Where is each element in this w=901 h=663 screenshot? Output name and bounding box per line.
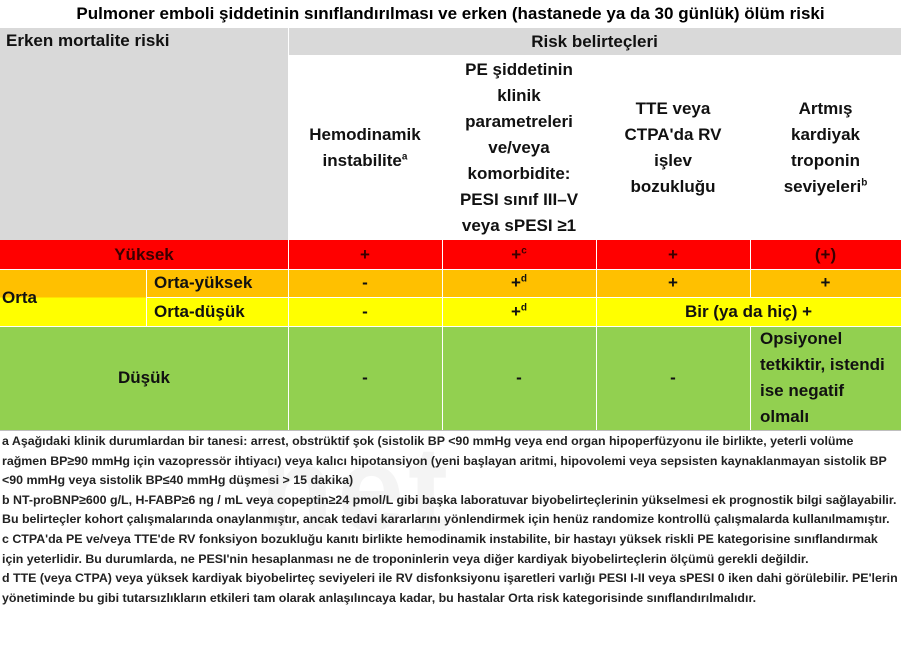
row-intermediate-low-pesi: [442, 297, 596, 326]
row-low-hemodynamic: [288, 326, 442, 430]
row-high-pesi: [442, 240, 596, 269]
row-low-label-text: Düşük: [118, 368, 170, 387]
col-pesi-header: [442, 55, 596, 240]
row-high-rv-value: +: [668, 244, 678, 264]
row-high-troponin: [750, 240, 901, 269]
table-title: Pulmoner emboli şiddetinin sınıflandırılması ve erken (hastanede ya da 30 günlük) ölüm riski: [76, 4, 825, 23]
row-intermediate-low-label: [146, 297, 288, 326]
col-hemodynamic-sup: a: [401, 150, 408, 162]
row-intermediate-low-hemodynamic: [288, 297, 442, 326]
row-intermediate-high-label: [146, 269, 288, 297]
grid-line: [146, 297, 901, 298]
footnotes: [2, 432, 899, 608]
row-high-hemodynamic: [288, 240, 442, 269]
risk-markers-header: [288, 28, 901, 55]
row-intermediate-low-label-text: Orta-düşük: [154, 301, 245, 321]
row-intermediate-low-rv-troponin: [596, 297, 901, 326]
mortality-risk-header: [0, 28, 288, 240]
row-intermediate-high-troponin-value: +: [820, 273, 831, 292]
row-intermediate-label: [0, 269, 146, 326]
row-low-hemodynamic-value: -: [362, 368, 368, 387]
row-intermediate-low-hemodynamic-value: -: [362, 301, 368, 321]
row-low-pesi: [442, 326, 596, 430]
row-intermediate-high-pesi-sup: d: [520, 273, 528, 285]
mortality-risk-header-label: Erken mortalite riski: [6, 31, 170, 50]
row-intermediate-low-rv-troponin-value: Bir (ya da hiç) +: [684, 301, 813, 321]
row-low-rv-value: -: [670, 368, 676, 387]
row-high-troponin-value: (+): [814, 244, 837, 264]
row-low-rv: [596, 326, 750, 430]
footnote-c: c CTPA'da PE ve/veya TTE'de RV fonksiyon bozukluğu kanıtı birlikte hemodinamik instabilite, bir hastayı yüksek riskli PE kategorisine sınıflandırmak için yeterlidir. Bu durumlarda, ne PESI'nin hesaplanması ne de troponinlerin veya diğer kardiyak biyobelirteçlerin ölçümü gerekli değildir.: [2, 531, 878, 566]
row-low-troponin-value: Opsiyonel tetkiktir, istendi ise negatif olmalı: [760, 329, 885, 426]
row-intermediate-high-pesi: [442, 269, 596, 297]
row-intermediate-high-rv: [596, 269, 750, 297]
col-troponin-label: Artmış kardiyak troponin seviyeleri: [783, 98, 862, 196]
grid-line: [0, 269, 901, 270]
footnote-a: a Aşağıdaki klinik durumlardan bir tanesi: arrest, obstrüktif şok (sistolik BP <90 mmHg veya end organ hipoperfüzyonu ile birlikte, yeterli volüme rağmen BP≥90 mmHg için vazopressör ihtiyacı) veya kalıcı hipotansiyon (yeni başlayan aritmi, hipovolemi veya sepsisten kaynaklanmayan sistolik BP <90 mmHg veya sistolik BP≤40 mmHg düşmesi > 15 dakika): [2, 434, 887, 488]
row-high-hemodynamic-value: +: [360, 244, 370, 264]
row-intermediate-low-pesi-value: +: [510, 301, 521, 321]
watermark: net: [260, 422, 452, 556]
row-high-rv: [596, 240, 750, 269]
row-intermediate-high-hemodynamic-value: -: [362, 273, 368, 292]
row-intermediate-high-hemodynamic: [288, 269, 442, 297]
row-low-pesi-value: -: [516, 368, 522, 387]
footnote-b: b NT-proBNP≥600 g/L, H-FABP≥6 ng / mL veya copeptin≥24 pmol/L gibi başka laboratuvar biyobelirteçlerinin yükselmesi ek prognostik bilgi sağlayabilir. Bu belirteçler kohort çalışmalarında onaylanmıştır, ancak tedavi kararlarını yönlendirmek için henüz randomize kontrollü çalışmalarda kullanılmamıştır.: [2, 492, 897, 527]
col-troponin-sup: b: [861, 176, 868, 188]
grid-line: [750, 55, 751, 297]
row-intermediate-high-rv-value: +: [668, 273, 678, 292]
row-high-pesi-value: +: [511, 244, 522, 264]
row-intermediate-high-pesi-value: +: [510, 273, 521, 292]
grid-line: [0, 326, 901, 327]
row-high-pesi-sup: c: [521, 244, 527, 256]
grid-line: [288, 28, 289, 430]
row-intermediate-high-label-text: Orta-yüksek: [154, 273, 253, 292]
col-pesi-label: PE şiddetinin klinik parametreleri ve/veya komorbidite: PESI sınıf III–V veya sPESI ≥1: [459, 59, 579, 235]
col-troponin-header: [750, 55, 901, 240]
risk-markers-header-label: Risk belirteçleri: [531, 31, 658, 51]
row-low-label: [0, 326, 288, 430]
row-intermediate-label-text: Orta: [2, 287, 37, 307]
footnote-d: d TTE (veya CTPA) veya yüksek kardiyak biyobelirteç seviyeleri ile RV disfonksiyonu işaretleri varlığı PESI I-II veya sPESI 0 iken dahi görülebilir. PE'lerin yönetiminde bu gibi tutarsızlıkların etkileri tam olarak anlaşılıncaya kadar, bu hastalar Orta risk kategorisinde sınıflandırılmalıdır.: [2, 571, 898, 605]
grid-line: [750, 326, 751, 430]
col-hemodynamic-label: Hemodinamik instabilite: [309, 124, 421, 170]
table-bottom-border: [0, 430, 901, 431]
row-high-label-text: Yüksek: [114, 244, 174, 264]
grid-line: [288, 55, 901, 56]
row-intermediate-high-troponin: [750, 269, 901, 297]
col-hemodynamic-header: [288, 55, 442, 240]
row-low-troponin: [750, 326, 901, 430]
grid-line: [596, 55, 597, 430]
col-rv-dysfunction-header: [596, 55, 750, 240]
grid-line: [442, 55, 443, 430]
col-rv-dysfunction-label: TTE veya CTPA'da RV işlev bozukluğu: [624, 98, 722, 196]
row-high-label: [0, 240, 288, 269]
row-intermediate-low-pesi-sup: d: [520, 301, 528, 313]
